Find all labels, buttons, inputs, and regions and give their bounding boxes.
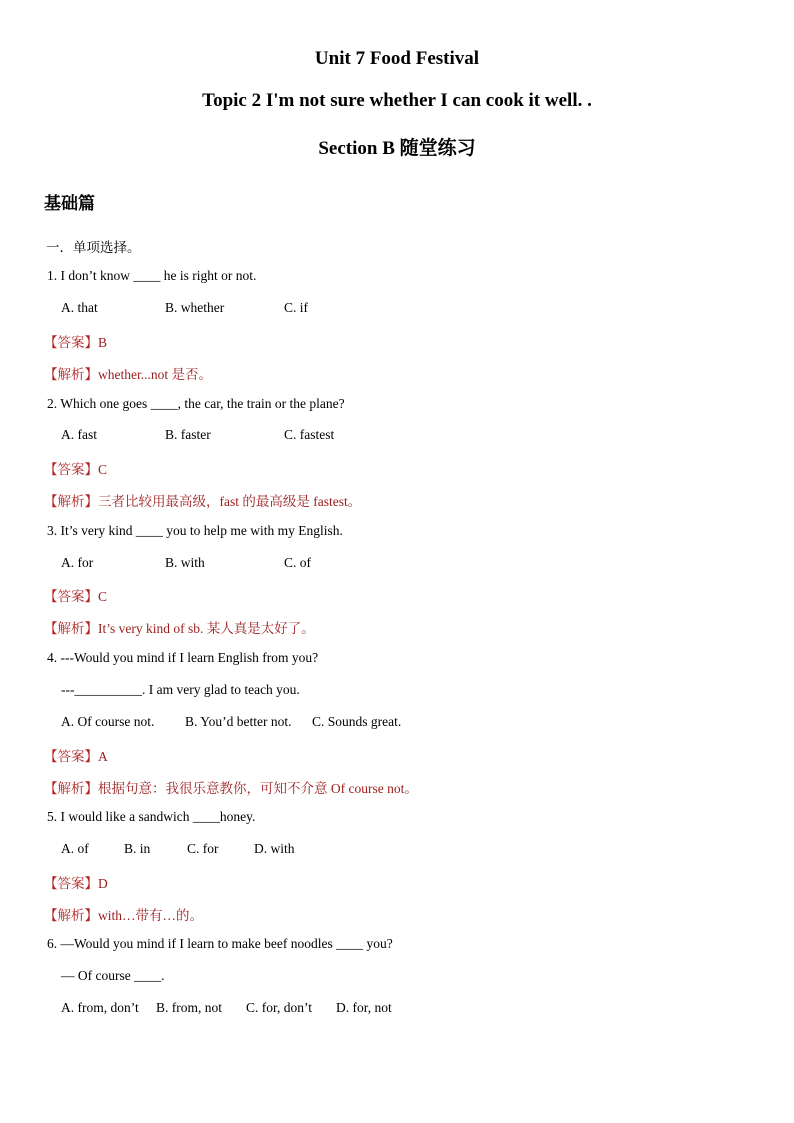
answer-label: 【答案】 bbox=[44, 749, 98, 764]
question-stem: 5. I would like a sandwich ____honey. bbox=[47, 809, 256, 824]
exercise-title: 一．单项选择。 bbox=[46, 240, 141, 255]
option: B. whether bbox=[165, 300, 225, 315]
analysis-text: with…带有…的。 bbox=[98, 908, 204, 923]
document-topic: Topic 2 I'm not sure whether I can cook it well. . bbox=[202, 90, 592, 111]
question-stem: 2. Which one goes ____, the car, the train or the plane? bbox=[47, 396, 345, 411]
option: B. in bbox=[124, 841, 151, 856]
question-stem: 6. —Would you mind if I learn to make beef noodles ____ you? bbox=[47, 936, 393, 951]
option: D. for, not bbox=[336, 1000, 392, 1015]
analysis-text: 根据句意：我很乐意教你，可知不介意 Of course not。 bbox=[98, 781, 418, 796]
analysis-label: 【解析】 bbox=[44, 494, 98, 509]
option: A. Of course not. bbox=[61, 714, 155, 729]
option: A. of bbox=[61, 841, 89, 856]
answer-line bbox=[44, 872, 108, 892]
option: A. that bbox=[61, 300, 98, 315]
question-stem: 4. ---Would you mind if I learn English from you? bbox=[47, 650, 319, 665]
option: C. fastest bbox=[284, 427, 335, 442]
document-title: Unit 7 Food Festival bbox=[314, 48, 480, 69]
answer-line bbox=[44, 745, 108, 765]
analysis-label: 【解析】 bbox=[44, 367, 98, 382]
answer-line bbox=[44, 458, 107, 478]
answer-label: 【答案】 bbox=[44, 589, 98, 604]
analysis-line bbox=[44, 904, 203, 924]
question-stem: 1. I don’t know ____ he is right or not. bbox=[47, 268, 257, 283]
analysis-line bbox=[44, 363, 212, 383]
part-title: 基础篇 bbox=[44, 194, 95, 213]
analysis-label: 【解析】 bbox=[44, 908, 98, 923]
analysis-line bbox=[44, 617, 315, 637]
answer-label: 【答案】 bbox=[44, 876, 98, 891]
option: A. fast bbox=[61, 427, 97, 442]
answer-value: A bbox=[98, 749, 108, 764]
option: B. from, not bbox=[156, 1000, 222, 1015]
question-reply: — Of course ____. bbox=[61, 968, 165, 983]
answer-value: C bbox=[98, 462, 108, 477]
answer-line bbox=[44, 331, 107, 351]
option: B. with bbox=[165, 555, 205, 570]
answer-label: 【答案】 bbox=[44, 462, 98, 477]
question-stem: 3. It’s very kind ____ you to help me with my English. bbox=[47, 523, 343, 538]
option: B. faster bbox=[165, 427, 211, 442]
question-reply: ---__________. I am very glad to teach you. bbox=[61, 682, 300, 697]
option: C. if bbox=[284, 300, 309, 315]
option: B. You’d better not. bbox=[185, 714, 292, 729]
analysis-line bbox=[44, 490, 361, 510]
option: A. from, don’t bbox=[61, 1000, 139, 1015]
answer-value: B bbox=[98, 335, 108, 350]
document-section: Section B 随堂练习 bbox=[318, 138, 476, 159]
answer-label: 【答案】 bbox=[44, 335, 98, 350]
option: C. of bbox=[284, 555, 311, 570]
option: C. Sounds great. bbox=[312, 714, 402, 729]
analysis-text: 三者比较用最高级，fast 的最高级是 fastest。 bbox=[98, 494, 362, 509]
analysis-line bbox=[44, 777, 418, 797]
analysis-text: It’s very kind of sb. 某人真是太好了。 bbox=[98, 621, 315, 636]
option: A. for bbox=[61, 555, 94, 570]
analysis-label: 【解析】 bbox=[44, 781, 98, 796]
answer-value: C bbox=[98, 589, 108, 604]
analysis-label: 【解析】 bbox=[44, 621, 98, 636]
answer-value: D bbox=[98, 876, 108, 891]
analysis-text: whether...not 是否。 bbox=[98, 367, 212, 382]
answer-line bbox=[44, 585, 107, 605]
option: C. for, don’t bbox=[246, 1000, 312, 1015]
option: D. with bbox=[254, 841, 295, 856]
option: C. for bbox=[187, 841, 219, 856]
